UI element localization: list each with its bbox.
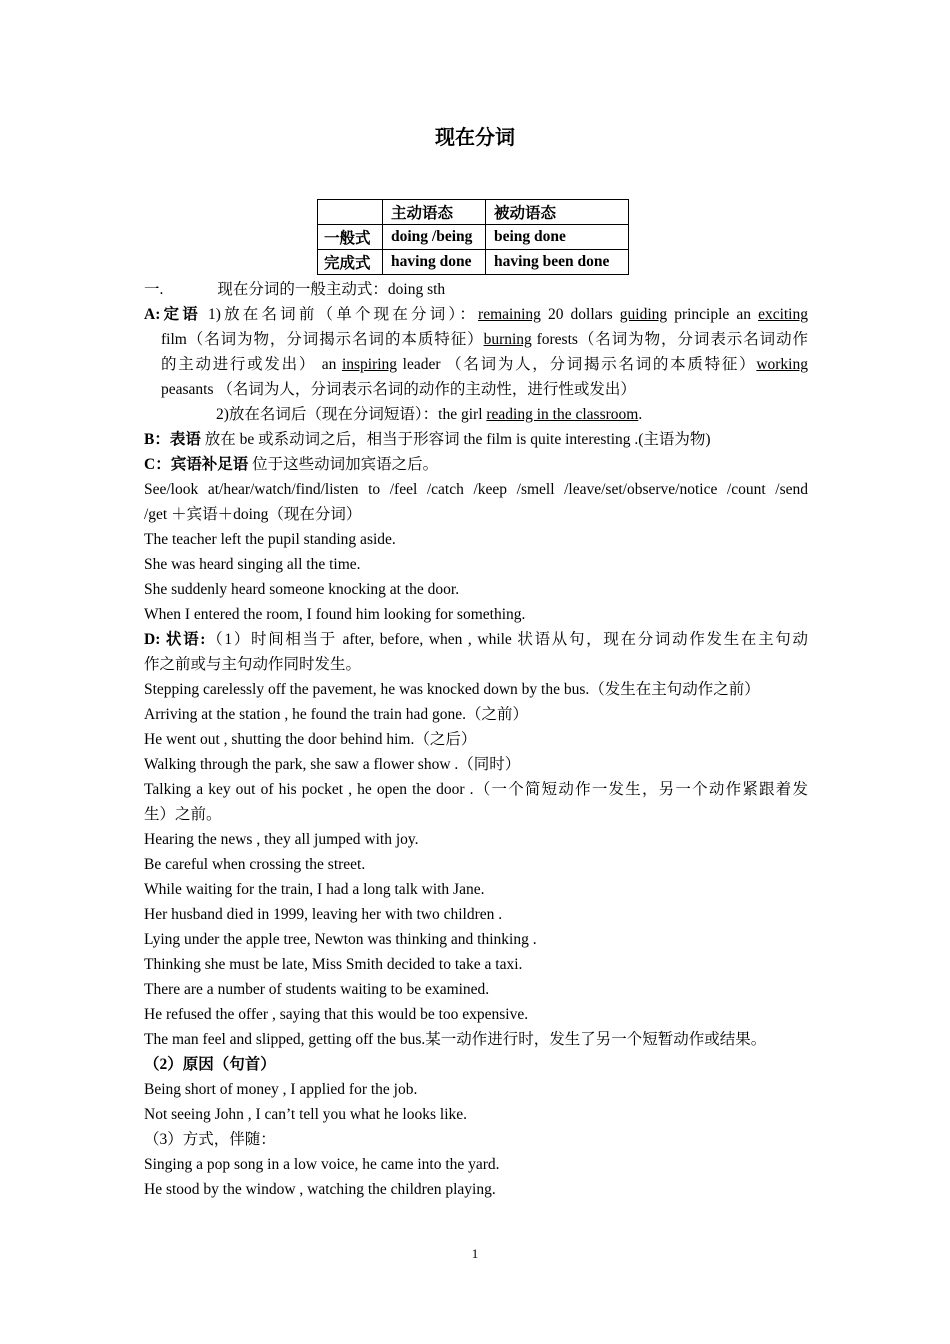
paragraph-line: 作之前或与主句动作同时发生。 xyxy=(144,656,362,673)
page-title: 现在分词 xyxy=(435,125,515,149)
example-sentence: He stood by the window , watching the children playing. xyxy=(144,1181,496,1198)
text: principle an xyxy=(667,306,759,323)
example-sentence: The teacher left the pupil standing aside. xyxy=(144,531,396,548)
table-cell: 一般式 xyxy=(318,225,383,250)
table-cell: 完成式 xyxy=(318,250,383,275)
table-cell: 主动语态 xyxy=(383,200,486,225)
example-sentence: Not seeing John , I can’t tell you what he looks like. xyxy=(144,1106,468,1123)
example-sentence: She suddenly heard someone knocking at the door. xyxy=(144,581,460,598)
list-number: 一. xyxy=(144,281,164,298)
example-sentence: Hearing the news , they all jumped with joy. xyxy=(144,831,419,848)
text: forests（名词为物，分词表示名词动作 xyxy=(531,331,808,348)
example-sentence: Singing a pop song in a low voice, he came into the yard. xyxy=(144,1156,500,1173)
paragraph-line xyxy=(161,377,808,402)
text: leader （名词为人，分词揭示名词的本质特征） xyxy=(397,356,757,373)
example-sentence: Being short of money , I applied for the job. xyxy=(144,1081,418,1098)
example-sentence: There are a number of students waiting to be examined. xyxy=(144,981,490,998)
underlined-example: inspiring xyxy=(341,356,398,373)
label-attributive: A:定语 xyxy=(144,306,201,323)
paragraph-line xyxy=(216,402,808,427)
table-cell: being done xyxy=(486,225,629,250)
table-cell: having done xyxy=(383,250,486,275)
paragraph-line: /get ＋宾语＋doing（现在分词） xyxy=(144,506,362,523)
underlined-example: exciting xyxy=(758,306,808,323)
page-number: 1 xyxy=(471,1246,479,1261)
paragraph-line xyxy=(144,427,808,452)
example-sentence: Arriving at the station , he found the train had gone.（之前） xyxy=(144,706,528,723)
table-cell: 被动语态 xyxy=(486,200,629,225)
text: 2)放在名词后（现在分词短语）：the girl xyxy=(216,406,487,423)
section-heading-1 xyxy=(144,277,808,302)
example-sentence: Talking a key out of his pocket , he open the door .（一个简短动作一发生，另一个动作紧跟着发 xyxy=(144,781,808,798)
label-adverbial: D: 状语: xyxy=(144,631,206,648)
example-sentence: He refused the offer , saying that this would be too expensive. xyxy=(144,1006,529,1023)
label-predicative: B：表语 xyxy=(144,431,201,448)
example-sentence: The man feel and slipped, getting off the bus.某一动作进行时，发生了另一个短暂动作或结果。 xyxy=(144,1031,767,1048)
text: 现在分词的一般主动式：doing sth xyxy=(217,281,446,298)
text: （1）时间相当于 after, before, when , while 状语从句，现在分词动作发生在主句动 xyxy=(205,631,808,648)
text: 的主动进行或发出） an xyxy=(161,356,342,373)
example-sentence: Walking through the park, she saw a flower show .（同时） xyxy=(144,756,521,773)
text: 放在 be 或系动词之后，相当于形容词 the film is quite interesting .(主语为物) xyxy=(200,431,711,448)
paragraph-line xyxy=(144,452,808,477)
text: . xyxy=(638,406,643,423)
underlined-example: guiding xyxy=(619,306,668,323)
participle-forms-table xyxy=(317,199,629,275)
text: 1)放在名词前（单个现在分词）： xyxy=(200,306,479,323)
underlined-example: working xyxy=(756,356,808,373)
text: film（名词为物，分词揭示名词的本质特征） xyxy=(161,331,484,348)
subheading-manner: （3）方式，伴随： xyxy=(144,1131,276,1148)
table-cell xyxy=(318,200,383,225)
example-sentence: Thinking she must be late, Miss Smith decided to take a taxi. xyxy=(144,956,523,973)
table-row xyxy=(318,250,629,275)
underlined-example: remaining xyxy=(478,306,541,323)
example-sentence: Be careful when crossing the street. xyxy=(144,856,366,873)
paragraph-line: See/look at/hear/watch/find/listen to /feel /catch /keep /smell /leave/set/observe/notice /count /send xyxy=(144,481,808,498)
table-cell: having been done xyxy=(486,250,629,275)
example-sentence: When I entered the room, I found him looking for something. xyxy=(144,606,526,623)
paragraph-line xyxy=(144,302,808,327)
underlined-example: burning xyxy=(483,331,532,348)
table-header-row xyxy=(318,200,629,225)
example-sentence: He went out , shutting the door behind him.（之后） xyxy=(144,731,477,748)
table-row xyxy=(318,225,629,250)
label-object-complement: C：宾语补足语 xyxy=(144,456,249,473)
subheading-reason: （2）原因（句首） xyxy=(144,1056,276,1073)
text: 20 dollars xyxy=(540,306,620,323)
example-sentence: She was heard singing all the time. xyxy=(144,556,361,573)
paragraph-line xyxy=(161,352,808,377)
example-sentence: While waiting for the train, I had a long talk with Jane. xyxy=(144,881,485,898)
paragraph-line xyxy=(161,327,808,352)
example-sentence: Stepping carelessly off the pavement, he was knocked down by the bus.（发生在主句动作之前） xyxy=(144,681,760,698)
paragraph-line xyxy=(144,627,808,652)
example-sentence: Lying under the apple tree, Newton was thinking and thinking . xyxy=(144,931,537,948)
table-cell: doing /being xyxy=(383,225,486,250)
underlined-example: reading in the classroom xyxy=(486,406,639,423)
example-sentence: Her husband died in 1999, leaving her with two children . xyxy=(144,906,503,923)
paragraph-line: 生）之前。 xyxy=(144,806,222,823)
text: peasants （名词为人，分词表示名词的动作的主动性，进行性或发出） xyxy=(161,381,636,398)
text: 位于这些动词加宾语之后。 xyxy=(248,456,439,473)
